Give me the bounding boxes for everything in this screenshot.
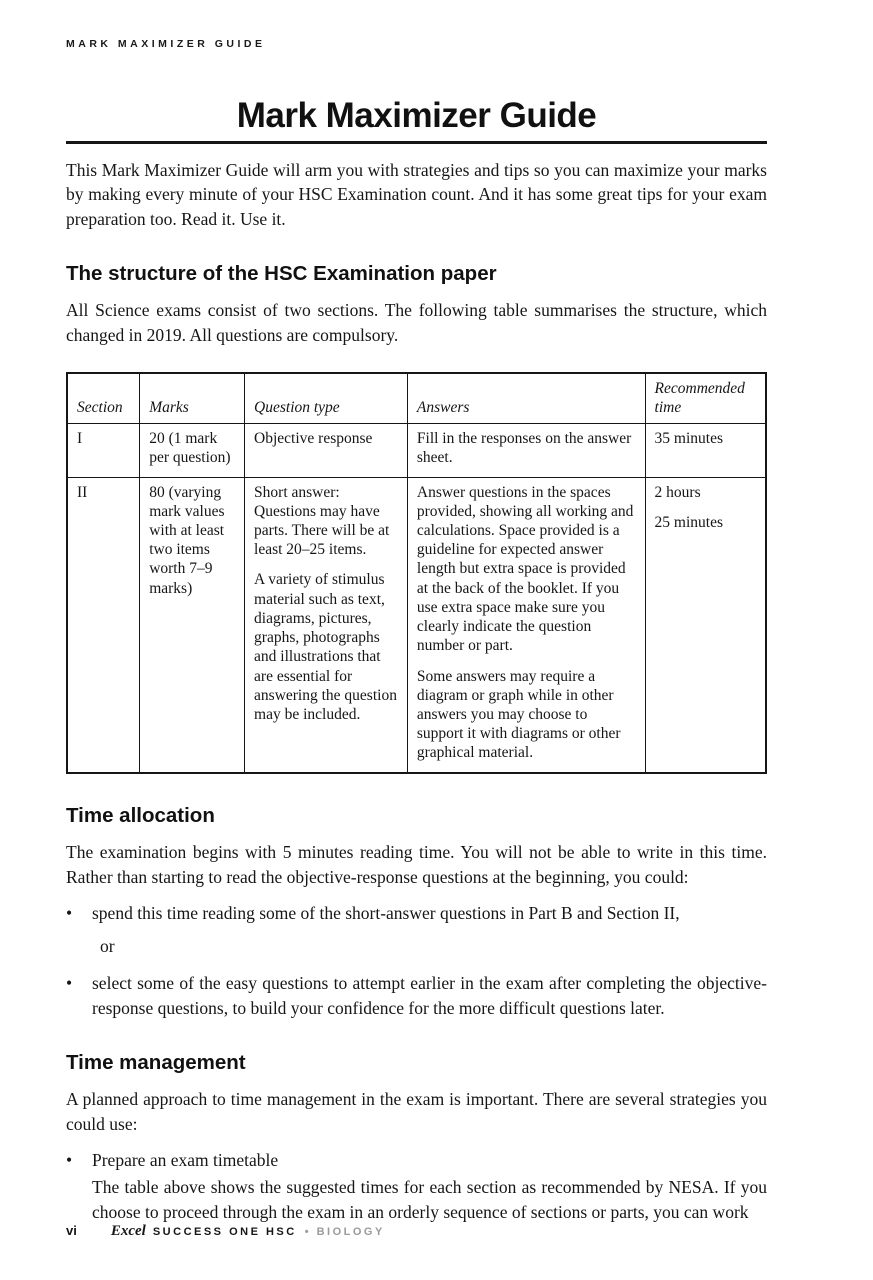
running-header: MARK MAXIMIZER GUIDE <box>66 38 266 50</box>
heading-time-allocation: Time allocation <box>66 803 215 827</box>
intro-paragraph: This Mark Maximizer Guide will arm you with strategies and tips so you can maximize your marks by making every minute of your HSC Examination count. And it has some great tips for your exam preparation too. Read it. Use it. <box>66 159 767 230</box>
series-title: SUCCESS ONE HSC <box>152 1226 297 1238</box>
list-item <box>66 1148 767 1173</box>
question-type-paragraph: A variety of stimulus material such as text, diagrams, pictures, graphs, photographs and illustrations that are essential for answering the question may be included. <box>254 571 397 723</box>
page-title: Mark Maximizer Guide <box>236 96 597 135</box>
heading-structure: The structure of the HSC Examination paper <box>66 262 497 286</box>
list-item-title: Prepare an exam timetable <box>92 1150 279 1171</box>
separator-dot: • <box>304 1226 309 1238</box>
cell-section: I <box>67 424 140 477</box>
exam-structure-table <box>66 372 767 774</box>
col-header-recommended-time: Recommended time <box>645 373 766 424</box>
list-item <box>66 901 767 926</box>
title-rule <box>66 141 767 144</box>
table-row-section-1 <box>67 424 766 477</box>
list-item-text: select some of the easy questions to attempt earlier in the exam after completing the objective-response questions, to build your confidence for the more difficult questions later. <box>92 973 767 1018</box>
bullet-icon <box>66 901 92 926</box>
cell-marks: 80 (varying mark values with at least two items worth 7–9 marks) <box>140 477 245 773</box>
cell-answers <box>407 477 645 773</box>
cell-time <box>645 477 766 773</box>
or-connector: or <box>100 936 115 957</box>
bullet-icon <box>66 1148 92 1173</box>
col-header-marks: Marks <box>140 373 245 424</box>
col-header-answers: Answers <box>407 373 645 424</box>
col-header-question-type: Question type <box>245 373 408 424</box>
list-item-body: The table above shows the suggested times for each section as recommended by NESA. If you choose to proceed through the exam in an orderly sequence of sections or parts, you can work <box>92 1177 767 1223</box>
table-header-row <box>67 373 766 424</box>
time-line: 2 hours <box>654 483 701 501</box>
time-line: 25 minutes <box>654 513 724 531</box>
cell-section: II <box>67 477 140 773</box>
cell-answers: Fill in the responses on the answer sheet. <box>407 424 645 477</box>
cell-marks: 20 (1 mark per question) <box>140 424 245 477</box>
page-number: vi <box>66 1223 77 1238</box>
answers-paragraph: Some answers may require a diagram or graph while in other answers you may choose to support it with diagrams or other graphical material. <box>416 667 621 762</box>
cell-question-type: Objective response <box>245 424 408 477</box>
structure-paragraph: All Science exams consist of two sections. The following table summarises the structure, which changed in 2019. All questions are compulsory. <box>66 300 767 345</box>
time-allocation-paragraph: The examination begins with 5 minutes reading time. You will not be able to write in this time. Rather than starting to read the objective-response questions at the beginning, you could: <box>66 841 767 887</box>
cell-question-type <box>245 477 408 773</box>
table-row-section-2 <box>67 477 766 773</box>
heading-time-management: Time management <box>66 1050 246 1074</box>
bullet-icon <box>66 971 92 1021</box>
cell-time: 35 minutes <box>645 424 766 477</box>
answers-paragraph: Answer questions in the spaces provided, showing all working and calculations. Space provided is a guideline for expected answer length but extra space is provided at the back of the booklet. If you use extra space make sure you clearly indicate the question number or part. <box>416 483 634 655</box>
col-header-section: Section <box>67 373 140 424</box>
brand-excel: Excel <box>110 1223 146 1239</box>
page-footer <box>66 1223 767 1240</box>
list-item <box>66 971 767 1021</box>
time-management-paragraph: A planned approach to time management in the exam is important. There are several strategies you could use: <box>66 1088 767 1134</box>
question-type-paragraph: Short answer: Questions may have parts. There will be at least 20–25 items. <box>254 483 390 559</box>
subject-label: BIOLOGY <box>316 1226 385 1238</box>
list-item-text: spend this time reading some of the short-answer questions in Part B and Section II, <box>92 903 680 924</box>
